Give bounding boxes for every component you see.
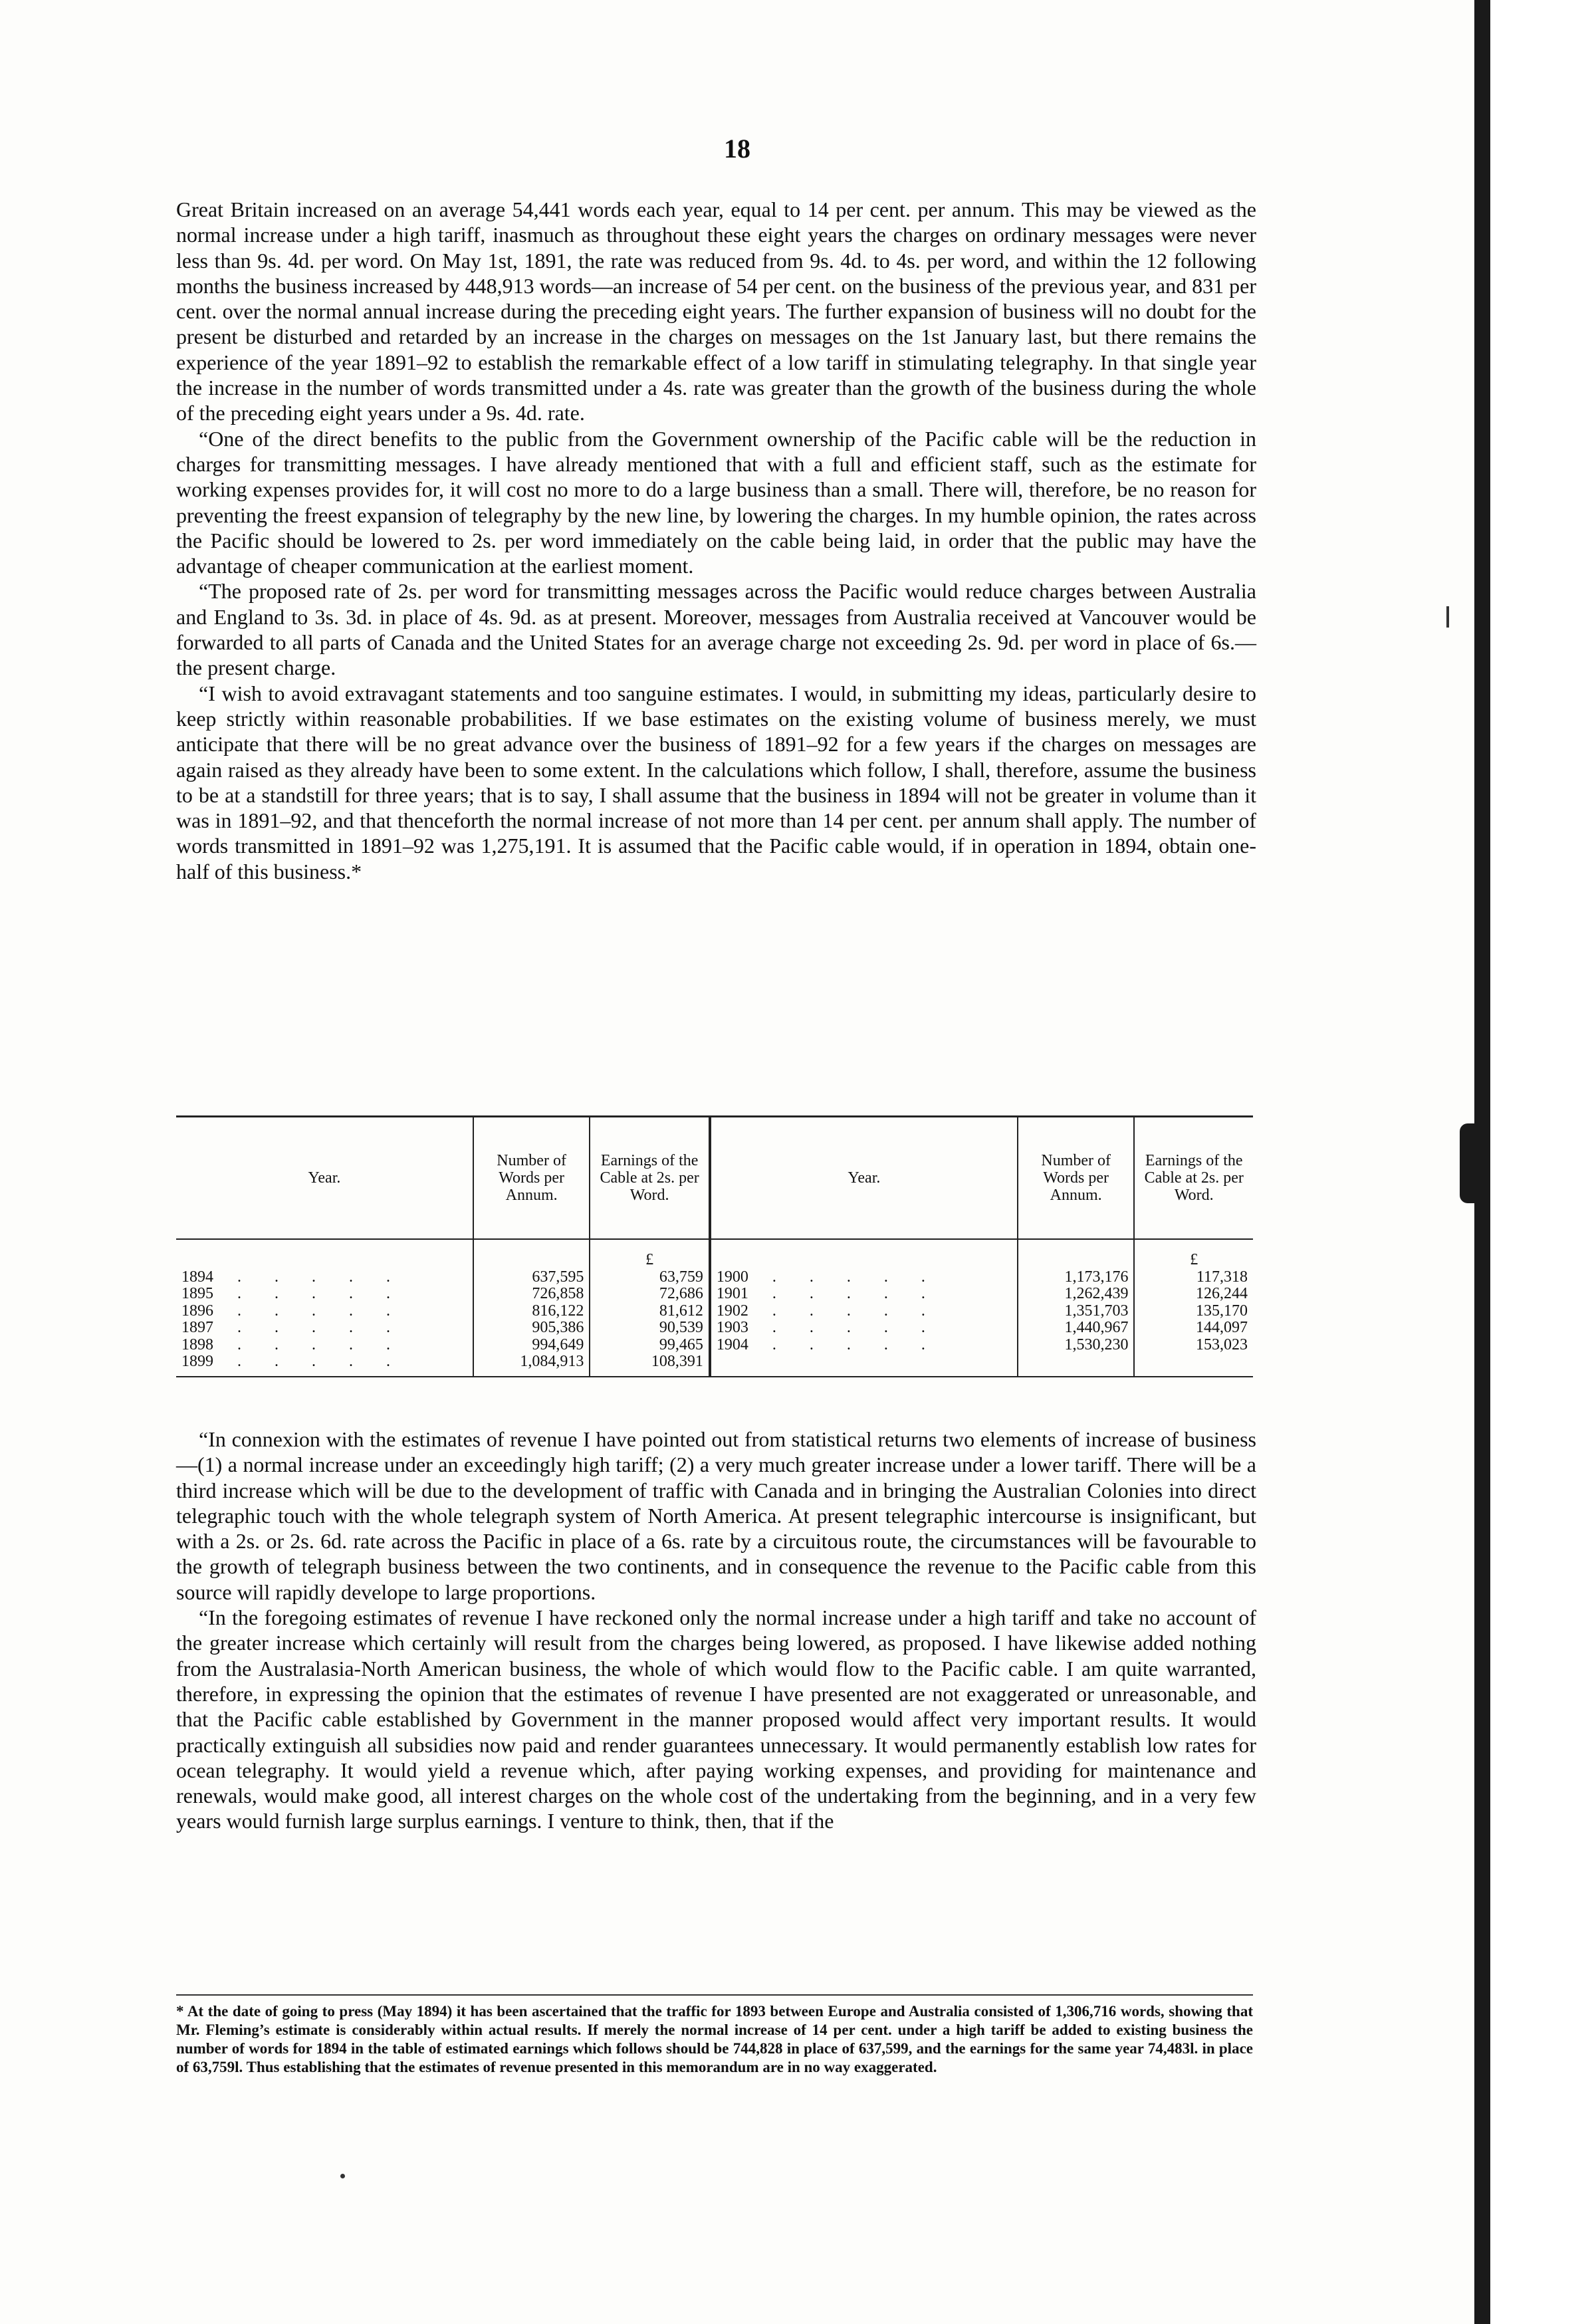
page-number: 18: [724, 134, 750, 164]
row-earnings: 117,318: [1134, 1269, 1253, 1286]
row-words: 637,595: [473, 1269, 590, 1286]
row-earnings: 108,391: [590, 1353, 710, 1377]
row-year: 1900: [716, 1268, 748, 1286]
leader-dots: . . . . .: [237, 1319, 405, 1336]
estimates-table: [176, 1115, 1253, 1377]
row-earnings: 63,759: [590, 1269, 710, 1286]
ink-speck: [340, 2174, 345, 2178]
row-earnings: 153,023: [1134, 1337, 1253, 1354]
leader-dots: . . . . .: [772, 1268, 940, 1286]
leader-dots: . . . . .: [772, 1336, 940, 1353]
row-year: 1896: [181, 1302, 213, 1320]
paragraph: “The proposed rate of 2s. per word for transmitting messages across the Pacific would reduce charges between Australia and England to 3s. 3d. in place of 4s. 9d. as at present. Moreover, messages from Australia received at Vancouver would be forwarded to all parts of Canada and the United States for an average charge not exceeding 2s. 9d. per word in place of 6s.—the present charge.: [176, 579, 1256, 680]
table-row: [176, 1239, 1253, 1269]
paragraph: “In connexion with the estimates of revenue I have pointed out from statistical returns two elements of increase of business—(1) a normal increase under an exceedingly high tariff; (2) a very much greater increase under a lower tariff. There will be a third increase which will be due to the development of traffic with Canada and in bringing the Australian Colonies into direct telegraphic touch with the whole telegraph system of North America. At present telegraphic intercourse is insignificant, but with a 2s. or 2s. 6d. rate across the Pacific in place of a 6s. rate by a circuitous route, the circumstances will be favourable to the growth of telegraph business between the two continents, and in consequence the revenue to the Pacific cable from this source will rapidly develope to large proportions.: [176, 1427, 1256, 1604]
row-words: 1,351,703: [1018, 1303, 1135, 1320]
row-earnings: 126,244: [1134, 1286, 1253, 1303]
row-words: 1,530,230: [1018, 1337, 1135, 1354]
leader-dots: . . . . .: [237, 1302, 405, 1320]
row-year: 1901: [716, 1285, 748, 1302]
row-year: 1894: [181, 1268, 213, 1286]
row-earnings: 144,097: [1134, 1320, 1253, 1337]
row-year: 1902: [716, 1302, 748, 1320]
table-row: [176, 1353, 1253, 1377]
row-year: 1903: [716, 1319, 748, 1336]
row-words: 1,084,913: [473, 1353, 590, 1377]
row-year: 1898: [181, 1336, 213, 1353]
page-margin-right: [1490, 0, 1590, 2324]
body-text-bottom: [176, 1427, 1256, 1834]
row-year: 1895: [181, 1285, 213, 1302]
leader-dots: . . . . .: [772, 1285, 940, 1302]
leader-dots: . . . . .: [237, 1353, 405, 1370]
leader-dots: . . . . .: [772, 1302, 940, 1320]
row-words: 1,440,967: [1018, 1320, 1135, 1337]
header-year-left: Year.: [308, 1169, 341, 1187]
row-earnings: 81,612: [590, 1303, 710, 1320]
row-earnings: 90,539: [590, 1320, 710, 1337]
paragraph: “In the foregoing estimates of revenue I have reckoned only the normal increase under a high tariff and take no account of the greater increase which certainly will result from the charges being lowered, as proposed. I have likewise added nothing from the Australasia-North American business, the whole of which would flow to the Pacific cable. I am quite warranted, therefore, in expressing the opinion that the estimates of revenue I have presented are not exaggerated or unreasonable, and that the Pacific cable established by Government in the manner proposed would affect very important results. It would practically extinguish all subsidies now paid and render guarantees unnecessary. It would permanently establish low rates for ocean telegraphy. It would yield a revenue which, after paying working expenses, and providing for maintenance and renewals, would make good, all interest charges on the whole cost of the undertaking from the beginning, and in a very few years would furnish large surplus earnings. I venture to think, then, that if the: [176, 1605, 1256, 1833]
row-words: 1,173,176: [1018, 1269, 1135, 1286]
leader-dots: . . . . .: [237, 1285, 405, 1302]
table-row: [176, 1269, 1253, 1286]
row-year: 1899: [181, 1353, 213, 1370]
table-row: [176, 1286, 1253, 1303]
currency-unit: £: [1134, 1239, 1253, 1269]
header-words-left: Number of Words per Annum.: [473, 1117, 590, 1240]
row-earnings: 135,170: [1134, 1303, 1253, 1320]
leader-dots: . . . . .: [772, 1319, 940, 1336]
binding-nick-mark: [1460, 1123, 1481, 1203]
header-earnings-right: Earnings of the Cable at 2s. per Word.: [1134, 1117, 1253, 1240]
row-words: 994,649: [473, 1337, 590, 1354]
leader-dots: . . . . .: [237, 1268, 405, 1286]
leader-dots: . . . . .: [237, 1336, 405, 1353]
row-words: 816,122: [473, 1303, 590, 1320]
table-header-row: [176, 1117, 1253, 1240]
margin-tick-mark: [1446, 606, 1449, 628]
row-words: 726,858: [473, 1286, 590, 1303]
table-row: [176, 1320, 1253, 1337]
currency-unit: £: [590, 1239, 710, 1269]
row-words: 1,262,439: [1018, 1286, 1135, 1303]
row-words: 905,386: [473, 1320, 590, 1337]
table-row: [176, 1303, 1253, 1320]
table-row: [176, 1337, 1253, 1354]
footnote: * At the date of going to press (May 1894) it has been ascertained that the traffic for 1893 between Europe and Australia consisted of 1,306,716 words, showing that Mr. Fleming’s estimate is considerably within actual results. If merely the normal increase of 14 per cent. under a high tariff be added to existing business the number of words for 1894 in the table of estimated earnings which follows should be 744,828 in place of 637,599, and the earnings for the same year 74,483l. in place of 63,759l. Thus establishing that the estimates of revenue presented in this memorandum are in no way exaggerated.: [176, 1994, 1253, 2077]
paragraph: Great Britain increased on an average 54,441 words each year, equal to 14 per cent. per annum. This may be viewed as the normal increase under a high tariff, inasmuch as throughout these eight years the charges on ordinary messages were never less than 9s. 4d. per word. On May 1st, 1891, the rate was reduced from 9s. 4d. to 4s. per word, and within the 12 following months the business increased by 448,913 words—an increase of 54 per cent. on the business of the previous year, and 831 per cent. over the normal annual increase during the preceding eight years. The further expansion of business will no doubt for the present be disturbed and retarded by an increase in the charges on messages on the 1st January last, but there remains the experience of the year 1891–92 to establish the remarkable effect of a low tariff in stimulating telegraphy. In that single year the increase in the number of words transmitted under a 4s. rate was greater than the growth of the business during the whole of the preceding eight years under a 9s. 4d. rate.: [176, 197, 1256, 425]
row-year: 1904: [716, 1336, 748, 1353]
header-earnings-left: Earnings of the Cable at 2s. per Word.: [590, 1117, 710, 1240]
row-earnings: 99,465: [590, 1337, 710, 1354]
row-earnings: 72,686: [590, 1286, 710, 1303]
header-year-right: Year.: [710, 1117, 1018, 1240]
paragraph: “I wish to avoid extravagant statements and too sanguine estimates. I would, in submitting my ideas, particularly desire to keep strictly within reasonable probabilities. If we base estimates on the existing volume of business merely, we must anticipate that there will be no great advance over the business of 1891–92 for a few years if the charges on messages are again raised as they already have been to some extent. In the calculations which follow, I shall, therefore, assume the business to be at a standstill for three years; that is to say, I shall assume that the business in 1894 will not be greater in volume than it was in 1891–92, and that thenceforth the normal increase of not more than 14 per cent. per annum shall apply. The number of words transmitted in 1891–92 was 1,275,191. It is assumed that the Pacific cable would, if in operation in 1894, obtain one-half of this business.*: [176, 681, 1256, 883]
row-year: 1897: [181, 1319, 213, 1336]
header-words-right: Number of Words per Annum.: [1018, 1117, 1135, 1240]
paragraph: “One of the direct benefits to the public from the Government ownership of the Pacific cable will be the reduction in charges for transmitting messages. I have already mentioned that with a full and efficient staff, such as the estimate for working expenses provides for, it will cost no more to do a large business than a small. There will, therefore, be no reason for preventing the freest expansion of telegraphy by the new line, by lowering the charges. In my humble opinion, the rates across the Pacific should be lowered to 2s. per word immediately on the cable being laid, in order that the public may have the advantage of cheaper communication at the earliest moment.: [176, 426, 1256, 578]
body-text-top: [176, 197, 1256, 884]
